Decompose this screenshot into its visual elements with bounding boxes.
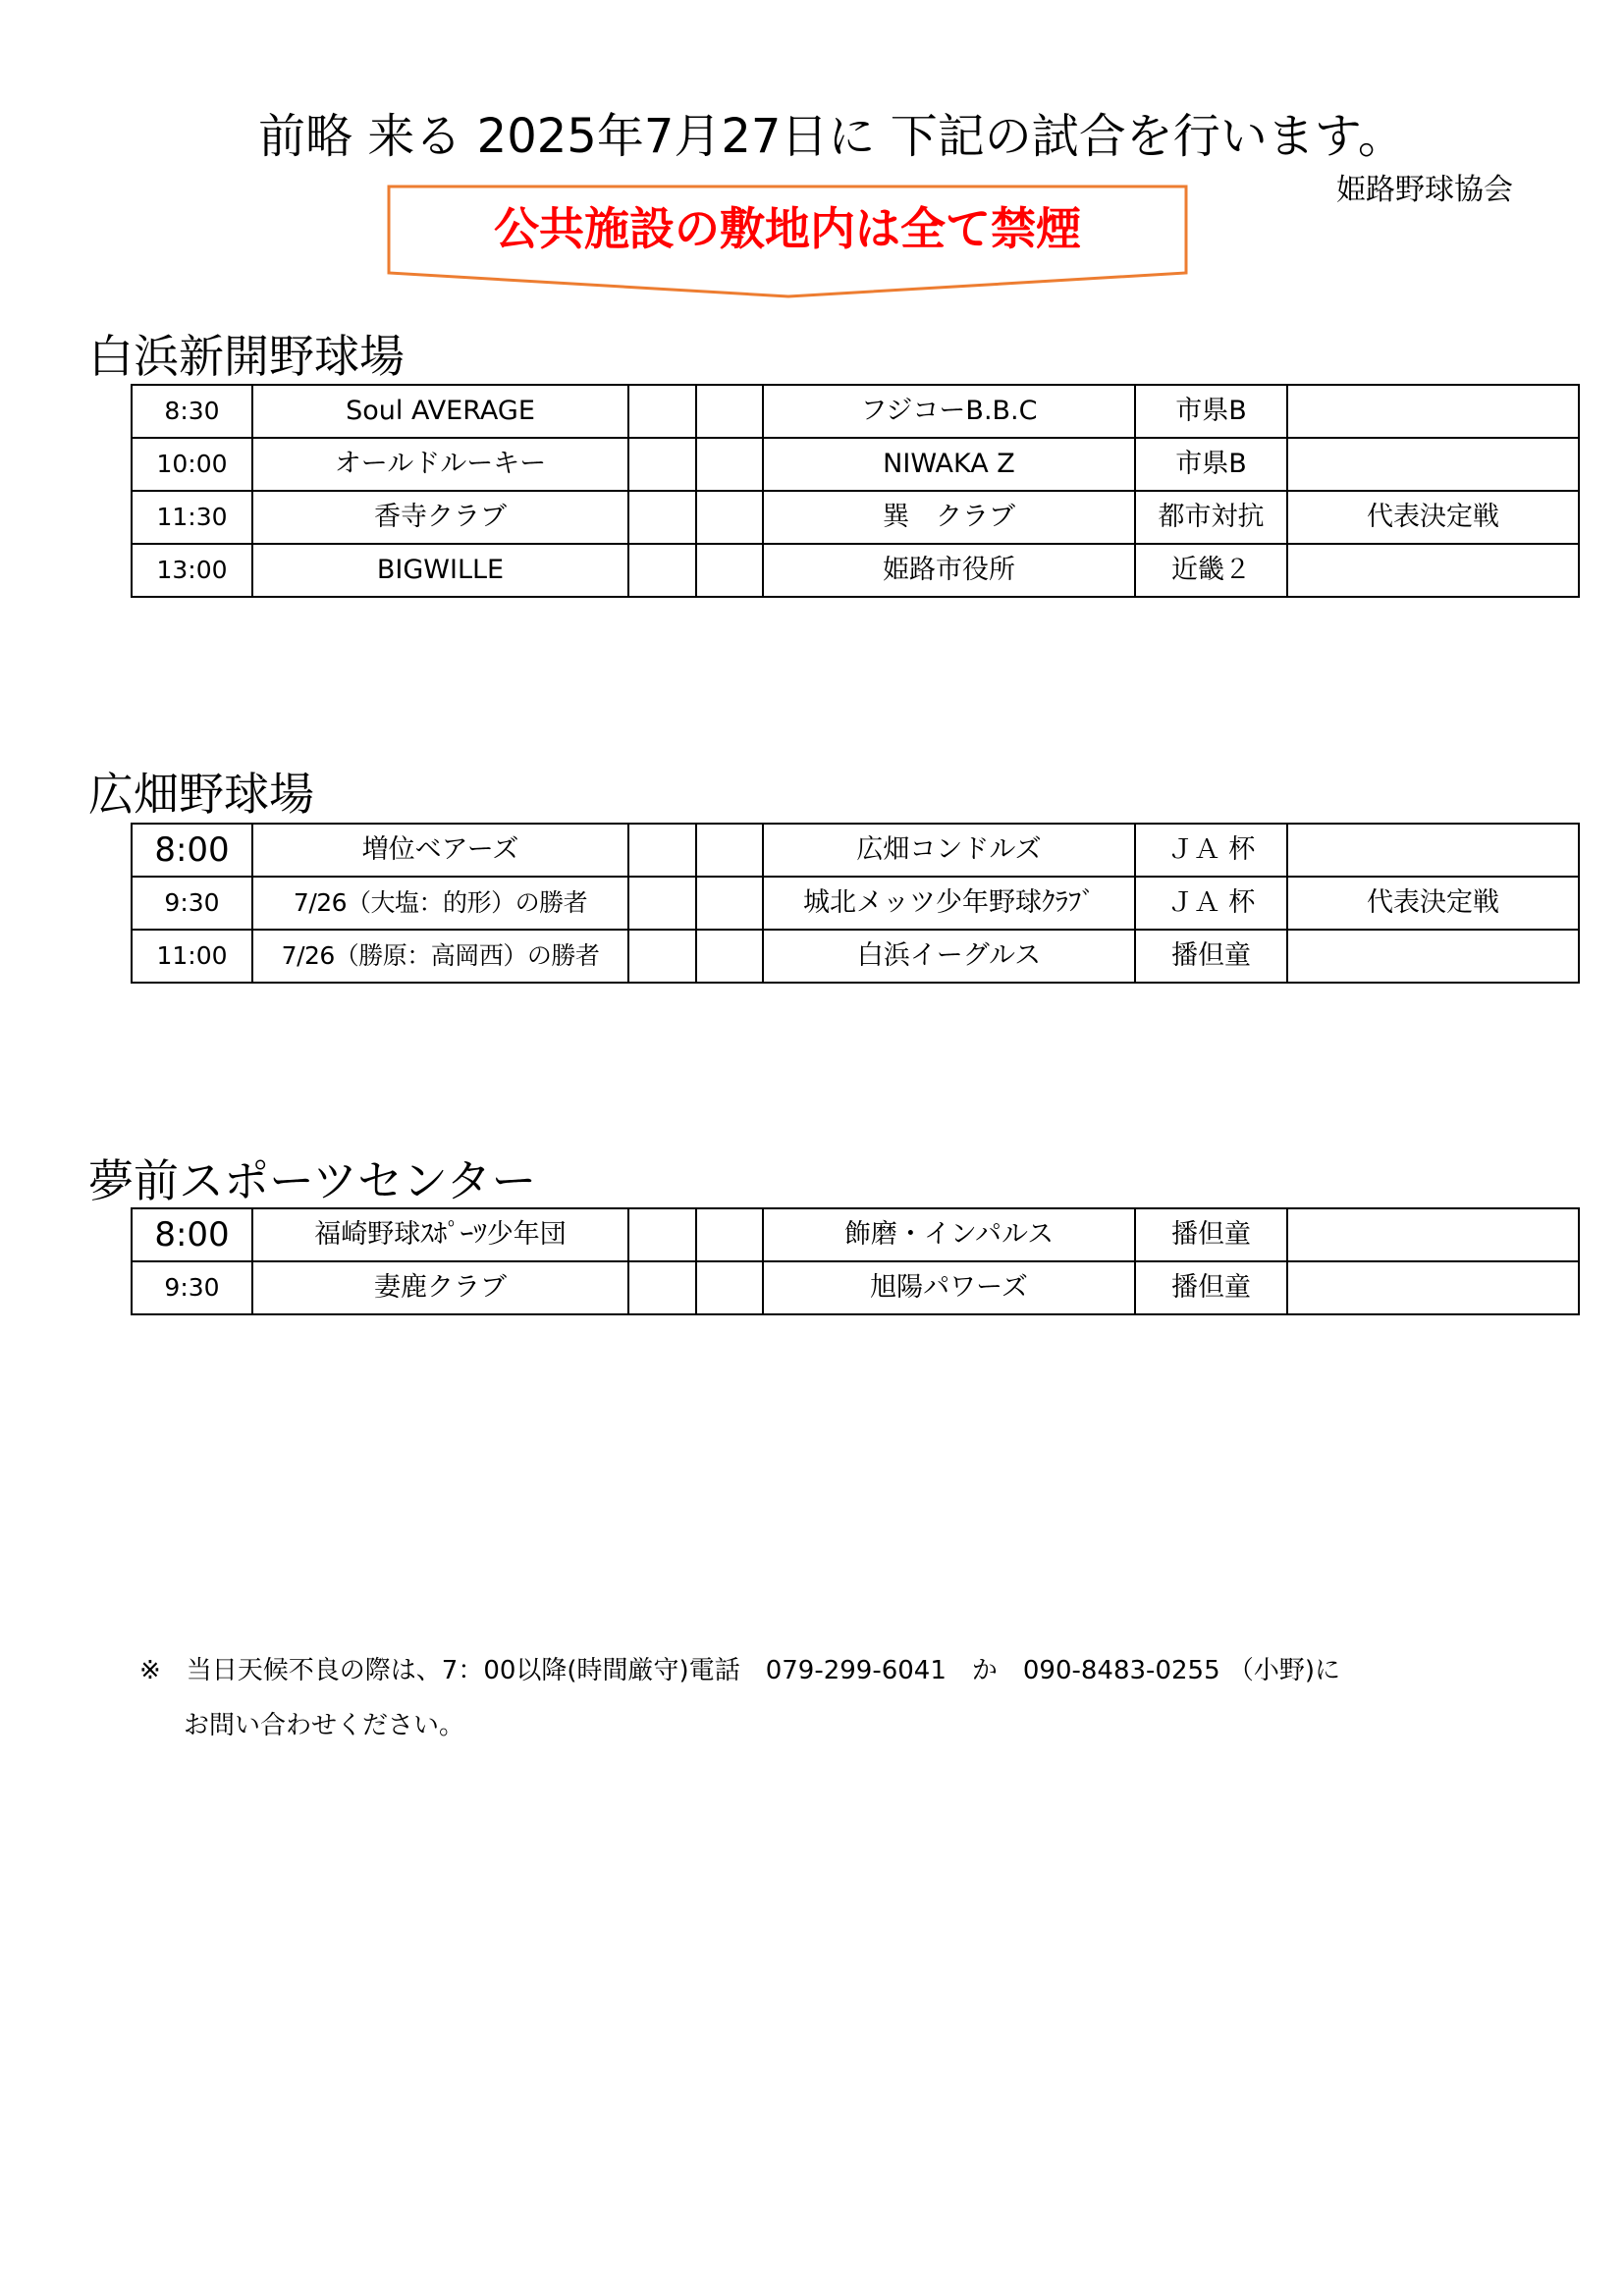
game-note — [1287, 438, 1579, 491]
venue-name: 広畑野球場 — [88, 768, 314, 821]
game-time: 9:30 — [132, 1261, 252, 1314]
footnote-line-2: お問い合わせください。 — [184, 1711, 465, 1740]
score-a-cell — [628, 930, 696, 983]
team-a: 増位ベアーズ — [252, 824, 628, 877]
game-row — [132, 438, 1579, 491]
score-a-cell — [628, 491, 696, 544]
score-b-cell — [696, 1261, 763, 1314]
team-a: 福崎野球ｽﾎﾟｰﾂ少年団 — [252, 1208, 628, 1261]
team-b: 巽 クラブ — [763, 491, 1135, 544]
score-b-cell — [696, 877, 763, 930]
game-note — [1287, 1208, 1579, 1261]
game-category: 市県B — [1135, 385, 1287, 438]
game-row — [132, 877, 1579, 930]
team-b: 飾磨・インパルス — [763, 1208, 1135, 1261]
team-a: 妻鹿クラブ — [252, 1261, 628, 1314]
game-category: 都市対抗 — [1135, 491, 1287, 544]
team-b: 白浜イーグルス — [763, 930, 1135, 983]
game-note — [1287, 544, 1579, 597]
game-time: 9:30 — [132, 877, 252, 930]
notice-text: 公共施設の敷地内は全て禁煙 — [494, 202, 1081, 255]
venue-name: 夢前スポーツセンター — [88, 1154, 537, 1207]
score-b-cell — [696, 385, 763, 438]
game-note — [1287, 824, 1579, 877]
team-a: 7/26（勝原：高岡西）の勝者 — [252, 930, 628, 983]
game-note: 代表決定戦 — [1287, 491, 1579, 544]
game-row — [132, 385, 1579, 438]
game-category: ＪＡ 杯 — [1135, 824, 1287, 877]
schedule-table — [131, 823, 1580, 984]
schedule-table — [131, 384, 1580, 598]
team-b: 城北メッツ少年野球ｸﾗﾌﾞ — [763, 877, 1135, 930]
team-a: BIGWILLE — [252, 544, 628, 597]
score-a-cell — [628, 877, 696, 930]
page-title: 前略 来る 2025年7月27日に 下記の試合を行います。 — [258, 109, 1405, 164]
game-category: ＪＡ 杯 — [1135, 877, 1287, 930]
team-b: NIWAKA Z — [763, 438, 1135, 491]
team-a: 7/26（大塩：的形）の勝者 — [252, 877, 628, 930]
team-b: 広畑コンドルズ — [763, 824, 1135, 877]
score-a-cell — [628, 824, 696, 877]
score-a-cell — [628, 1208, 696, 1261]
footnote-line-1: ※ 当日天候不良の際は、7：00以降(時間厳守)電話 079-299-6041 か 090-8483-0255 （小野)に — [139, 1656, 1341, 1685]
game-row — [132, 1208, 1579, 1261]
organizer-name: 姫路野球協会 — [1336, 173, 1513, 207]
team-b: フジコーB.B.C — [763, 385, 1135, 438]
venue-name: 白浜新開野球場 — [88, 330, 405, 383]
game-category: 播但童 — [1135, 1261, 1287, 1314]
score-b-cell — [696, 1208, 763, 1261]
game-time: 13:00 — [132, 544, 252, 597]
game-category: 播但童 — [1135, 930, 1287, 983]
game-time: 8:30 — [132, 385, 252, 438]
team-b: 旭陽パワーズ — [763, 1261, 1135, 1314]
game-category: 市県B — [1135, 438, 1287, 491]
game-category: 播但童 — [1135, 1208, 1287, 1261]
score-a-cell — [628, 1261, 696, 1314]
score-a-cell — [628, 385, 696, 438]
team-a: オールドルーキー — [252, 438, 628, 491]
game-row — [132, 930, 1579, 983]
game-row — [132, 491, 1579, 544]
team-a: 香寺クラブ — [252, 491, 628, 544]
schedule-table — [131, 1207, 1580, 1315]
score-b-cell — [696, 438, 763, 491]
game-row — [132, 824, 1579, 877]
game-row — [132, 544, 1579, 597]
game-note — [1287, 385, 1579, 438]
score-b-cell — [696, 491, 763, 544]
game-time: 11:30 — [132, 491, 252, 544]
game-time: 8:00 — [132, 1208, 252, 1261]
score-b-cell — [696, 544, 763, 597]
score-b-cell — [696, 930, 763, 983]
game-time: 11:00 — [132, 930, 252, 983]
game-row — [132, 1261, 1579, 1314]
team-b: 姫路市役所 — [763, 544, 1135, 597]
score-a-cell — [628, 544, 696, 597]
game-note — [1287, 930, 1579, 983]
score-a-cell — [628, 438, 696, 491]
game-time: 10:00 — [132, 438, 252, 491]
game-note: 代表決定戦 — [1287, 877, 1579, 930]
game-category: 近畿２ — [1135, 544, 1287, 597]
team-a: Soul AVERAGE — [252, 385, 628, 438]
game-time: 8:00 — [132, 824, 252, 877]
game-note — [1287, 1261, 1579, 1314]
score-b-cell — [696, 824, 763, 877]
